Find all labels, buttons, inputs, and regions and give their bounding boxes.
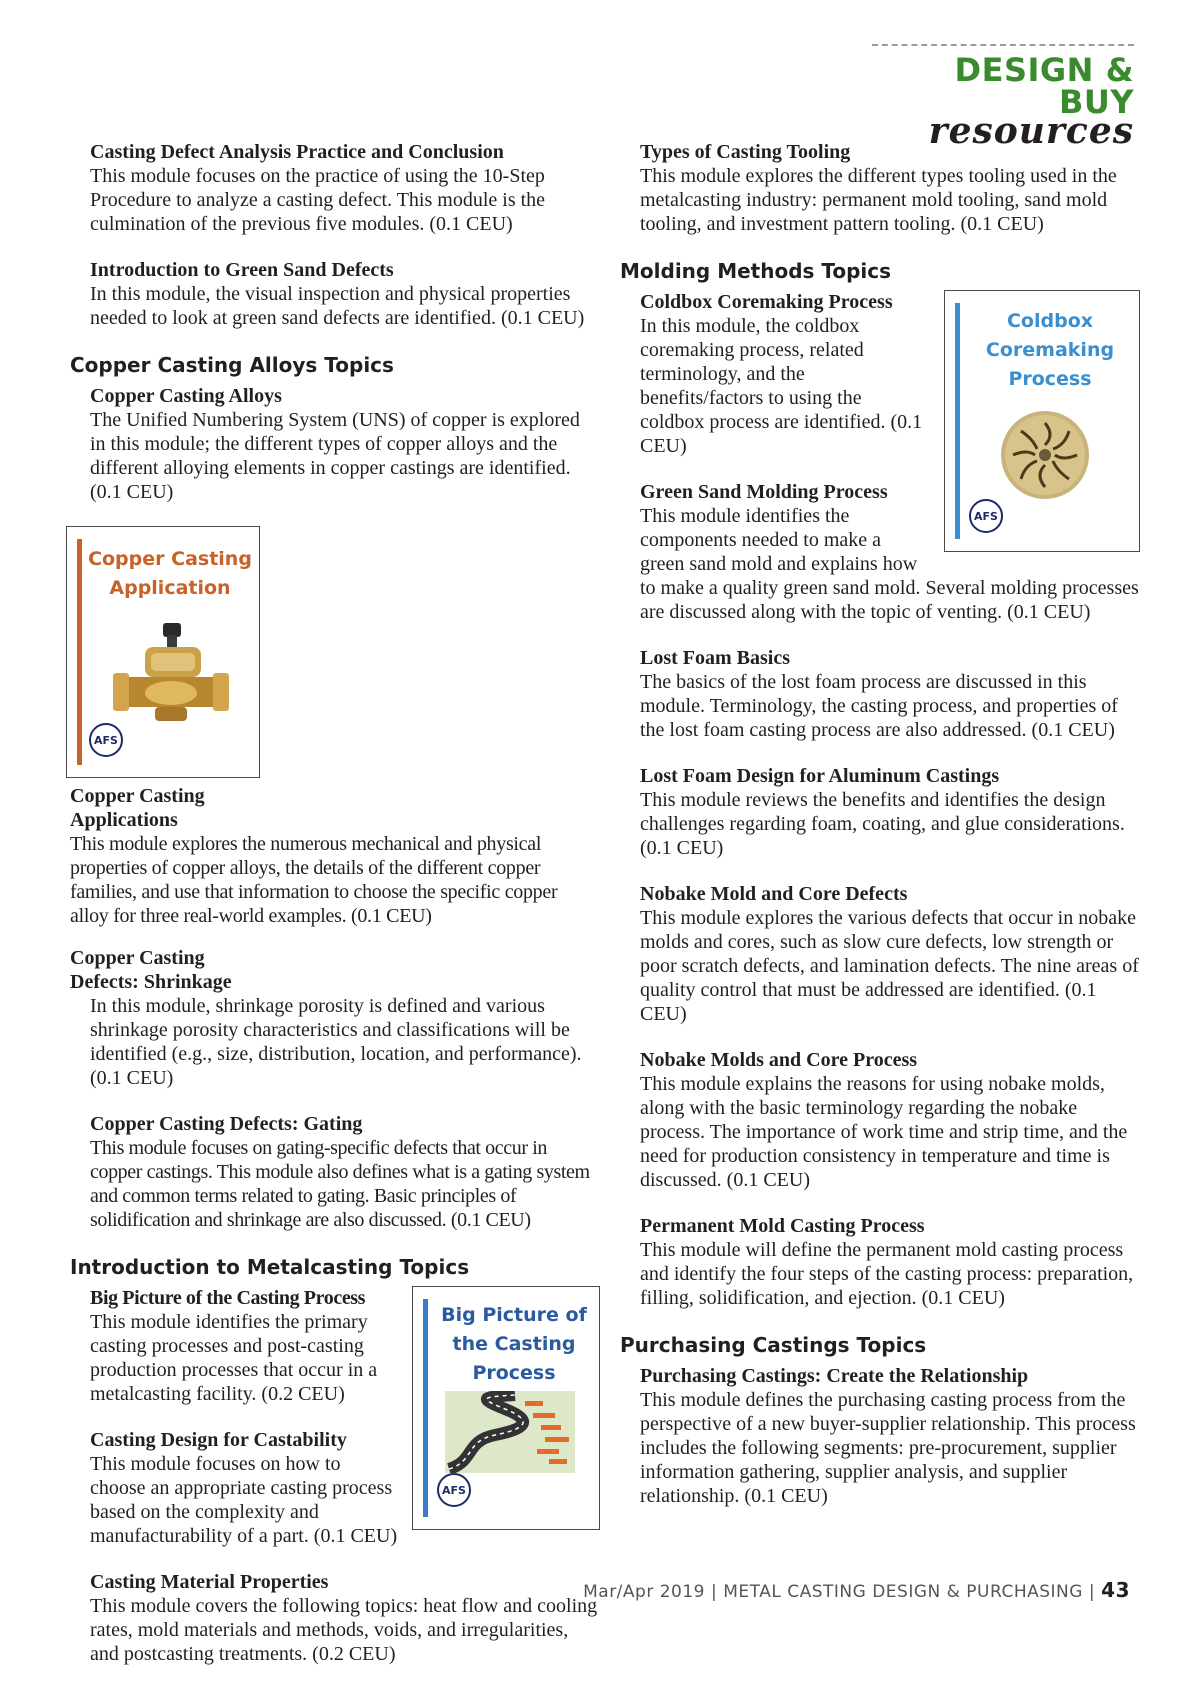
module-description: In this module, shrinkage porosity is defined and various shrinkage porosity characteristics and classifications will be identified (e.g., size, distribution, location, and performance). (0.1 CEU) [90, 995, 582, 1089]
coldbox-block [620, 290, 1140, 624]
module-entry [90, 258, 600, 330]
right-column [620, 140, 1140, 1530]
afs-logo: AFS [437, 1473, 471, 1507]
left-column [70, 140, 600, 1688]
module-description: This module identifies the primary casting processes and post-casting production processes that occur in a metalcasting facility. (0.2 CEU) [90, 1311, 378, 1405]
module-description: The basics of the lost foam process are discussed in this module. Terminology, the casting process, and properties of the lost foam casting process are also addressed. (0.1 CEU) [640, 671, 1118, 741]
module-title: Casting Defect Analysis Practice and Conclusion [90, 141, 504, 163]
footer-issue: Mar/Apr 2019 [583, 1582, 705, 1602]
module-description: In this module, the visual inspection and physical properties needed to look at green sand defects are identified. (0.1 CEU) [90, 283, 585, 329]
module-entry [640, 646, 1140, 742]
big-picture-block [70, 1286, 600, 1570]
module-description: This module explores the various defects that occur in nobake molds and cores, such as slow cure defects, low strength or poor scratch defects, and lamination defects. The nine areas of quality control that must be addressed are identified. (0.1 CEU) [640, 907, 1139, 1025]
module-title: Lost Foam Design for Aluminum Castings [640, 765, 1000, 787]
module-entry [640, 882, 1140, 1026]
module-title: Green Sand Molding Process [640, 481, 888, 503]
module-description: This module explores the numerous mechanical and physical properties of copper alloys, the details of the different copper families, and use that information to choose the specific copper alloy for three real-world examples. (0.1 CEU) [70, 833, 558, 927]
copper-application-cover-image [66, 526, 260, 778]
module-entry [90, 1570, 600, 1666]
module-entry [640, 1048, 1140, 1192]
footer-separator: | [1088, 1582, 1096, 1602]
coldbox-cover-image [944, 290, 1140, 552]
cover-title: Copper Casting Application [88, 548, 252, 599]
module-title: Copper Casting Defects: Shrinkage [70, 947, 232, 993]
module-description: This module focuses on how to choose an appropriate casting process based on the complexity and manufacturability of a part. (0.1 CEU) [90, 1453, 398, 1547]
cover-accent-bar [423, 1299, 428, 1517]
module-description: This module covers the following topics: heat flow and cooling rates, mold materials and methods, voids, and irregularities, and postcasting treatments. (0.2 CEU) [90, 1595, 598, 1665]
copper-applications-block [70, 526, 600, 1090]
module-title: Introduction to Green Sand Defects [90, 259, 394, 281]
module-entry [90, 994, 600, 1090]
module-entry [640, 1364, 1140, 1508]
topic-heading-molding: Molding Methods Topics [620, 259, 892, 283]
module-title: Purchasing Castings: Create the Relationship [640, 1365, 1029, 1387]
module-description: This module defines the purchasing casting process from the perspective of a new buyer-supplier relationship. This process includes the following segments: pre-procurement, supplier information gathering, supplier analysis, and supplier relationship. (0.1 CEU) [640, 1389, 1136, 1507]
footer-publication: METAL CASTING DESIGN & PURCHASING [723, 1582, 1083, 1602]
topic-heading-copper: Copper Casting Alloys Topics [70, 353, 394, 377]
footer-separator: | [711, 1582, 718, 1602]
page-footer [583, 1578, 1130, 1602]
module-description: This module explores the different types tooling used in the metalcasting industry: permanent mold tooling, sand mold tooling, and investment pattern tooling. (0.1 CEU) [640, 165, 1117, 235]
afs-logo: AFS [969, 499, 1003, 533]
brand-subtitle: resources [928, 110, 1134, 152]
module-description: This module will define the permanent mold casting process and identify the four steps of the casting process: preparation, filling, solidification, and ejection. (0.1 CEU) [640, 1239, 1134, 1309]
module-description: This module reviews the benefits and identifies the design challenges regarding foam, coating, and glue considerations. (0.1 CEU) [640, 789, 1125, 859]
module-entry [640, 764, 1140, 860]
module-description: This module focuses on gating-specific defects that occur in copper castings. This module also defines what is a gating system and common terms related to gating. Basic principles of solidification and shrinkage are also discussed. (0.1 CEU) [90, 1137, 590, 1231]
cover-accent-bar [77, 539, 82, 765]
module-title: Big Picture of the Casting Process [90, 1287, 366, 1309]
module-description: This module explains the reasons for using nobake molds, along with the basic terminology regarding the nobake process. The importance of work time and strip time, and the need for production consistency in temperature and time is discussed. (0.1 CEU) [640, 1073, 1128, 1191]
core-sample-icon [999, 409, 1091, 501]
module-entry [90, 1112, 600, 1232]
section-brand [872, 44, 1134, 152]
valve-icon [111, 619, 231, 731]
module-title: Nobake Mold and Core Defects [640, 883, 908, 905]
module-description: This module focuses on the practice of using the 10-Step Procedure to analyze a casting defect. This module is the culmination of the previous five modules. (0.1 CEU) [90, 165, 546, 235]
topic-heading-purchasing: Purchasing Castings Topics [620, 1333, 927, 1357]
module-title: Casting Material Properties [90, 1571, 329, 1593]
big-picture-cover-image [412, 1286, 600, 1530]
road-map-icon [445, 1391, 575, 1473]
module-entry [90, 140, 600, 236]
module-title: Nobake Molds and Core Process [640, 1049, 918, 1071]
module-title: Lost Foam Basics [640, 647, 790, 669]
module-title: Types of Casting Tooling [640, 141, 851, 163]
module-description: In this module, the coldbox coremaking process, related terminology, and the benefits/factors to using the coldbox process are identified. (0.1 CEU) [640, 315, 923, 457]
module-entry [90, 384, 600, 504]
page-number: 43 [1101, 1578, 1130, 1602]
cover-accent-bar [955, 303, 960, 539]
topic-heading-intro: Introduction to Metalcasting Topics [70, 1255, 470, 1279]
brand-title: DESIGN & BUY [954, 51, 1134, 121]
cover-title: Coldbox Coremaking Process [985, 310, 1115, 390]
module-entry [640, 1214, 1140, 1310]
module-title: Copper Casting Defects: Gating [90, 1113, 363, 1135]
module-title: Coldbox Coremaking Process [640, 291, 893, 313]
afs-logo: AFS [89, 723, 123, 757]
module-title: Copper Casting Applications [70, 785, 205, 831]
module-title: Casting Design for Castability [90, 1429, 347, 1451]
cover-title: Big Picture of the Casting Process [441, 1304, 587, 1384]
module-title: Permanent Mold Casting Process [640, 1215, 925, 1237]
brand-divider [872, 44, 1134, 46]
module-description: This module identifies the components needed to make a green sand mold and explains how to make a quality green sand mold. Several molding processes are discussed along with the topic of venting. (0.1 CEU) [640, 505, 1139, 623]
module-title: Copper Casting Alloys [90, 385, 282, 407]
module-description: The Unified Numbering System (UNS) of copper is explored in this module; the different types of copper alloys and the different alloying elements in copper castings are identified. (0.1 CEU) [90, 409, 580, 503]
module-entry [640, 140, 1140, 236]
